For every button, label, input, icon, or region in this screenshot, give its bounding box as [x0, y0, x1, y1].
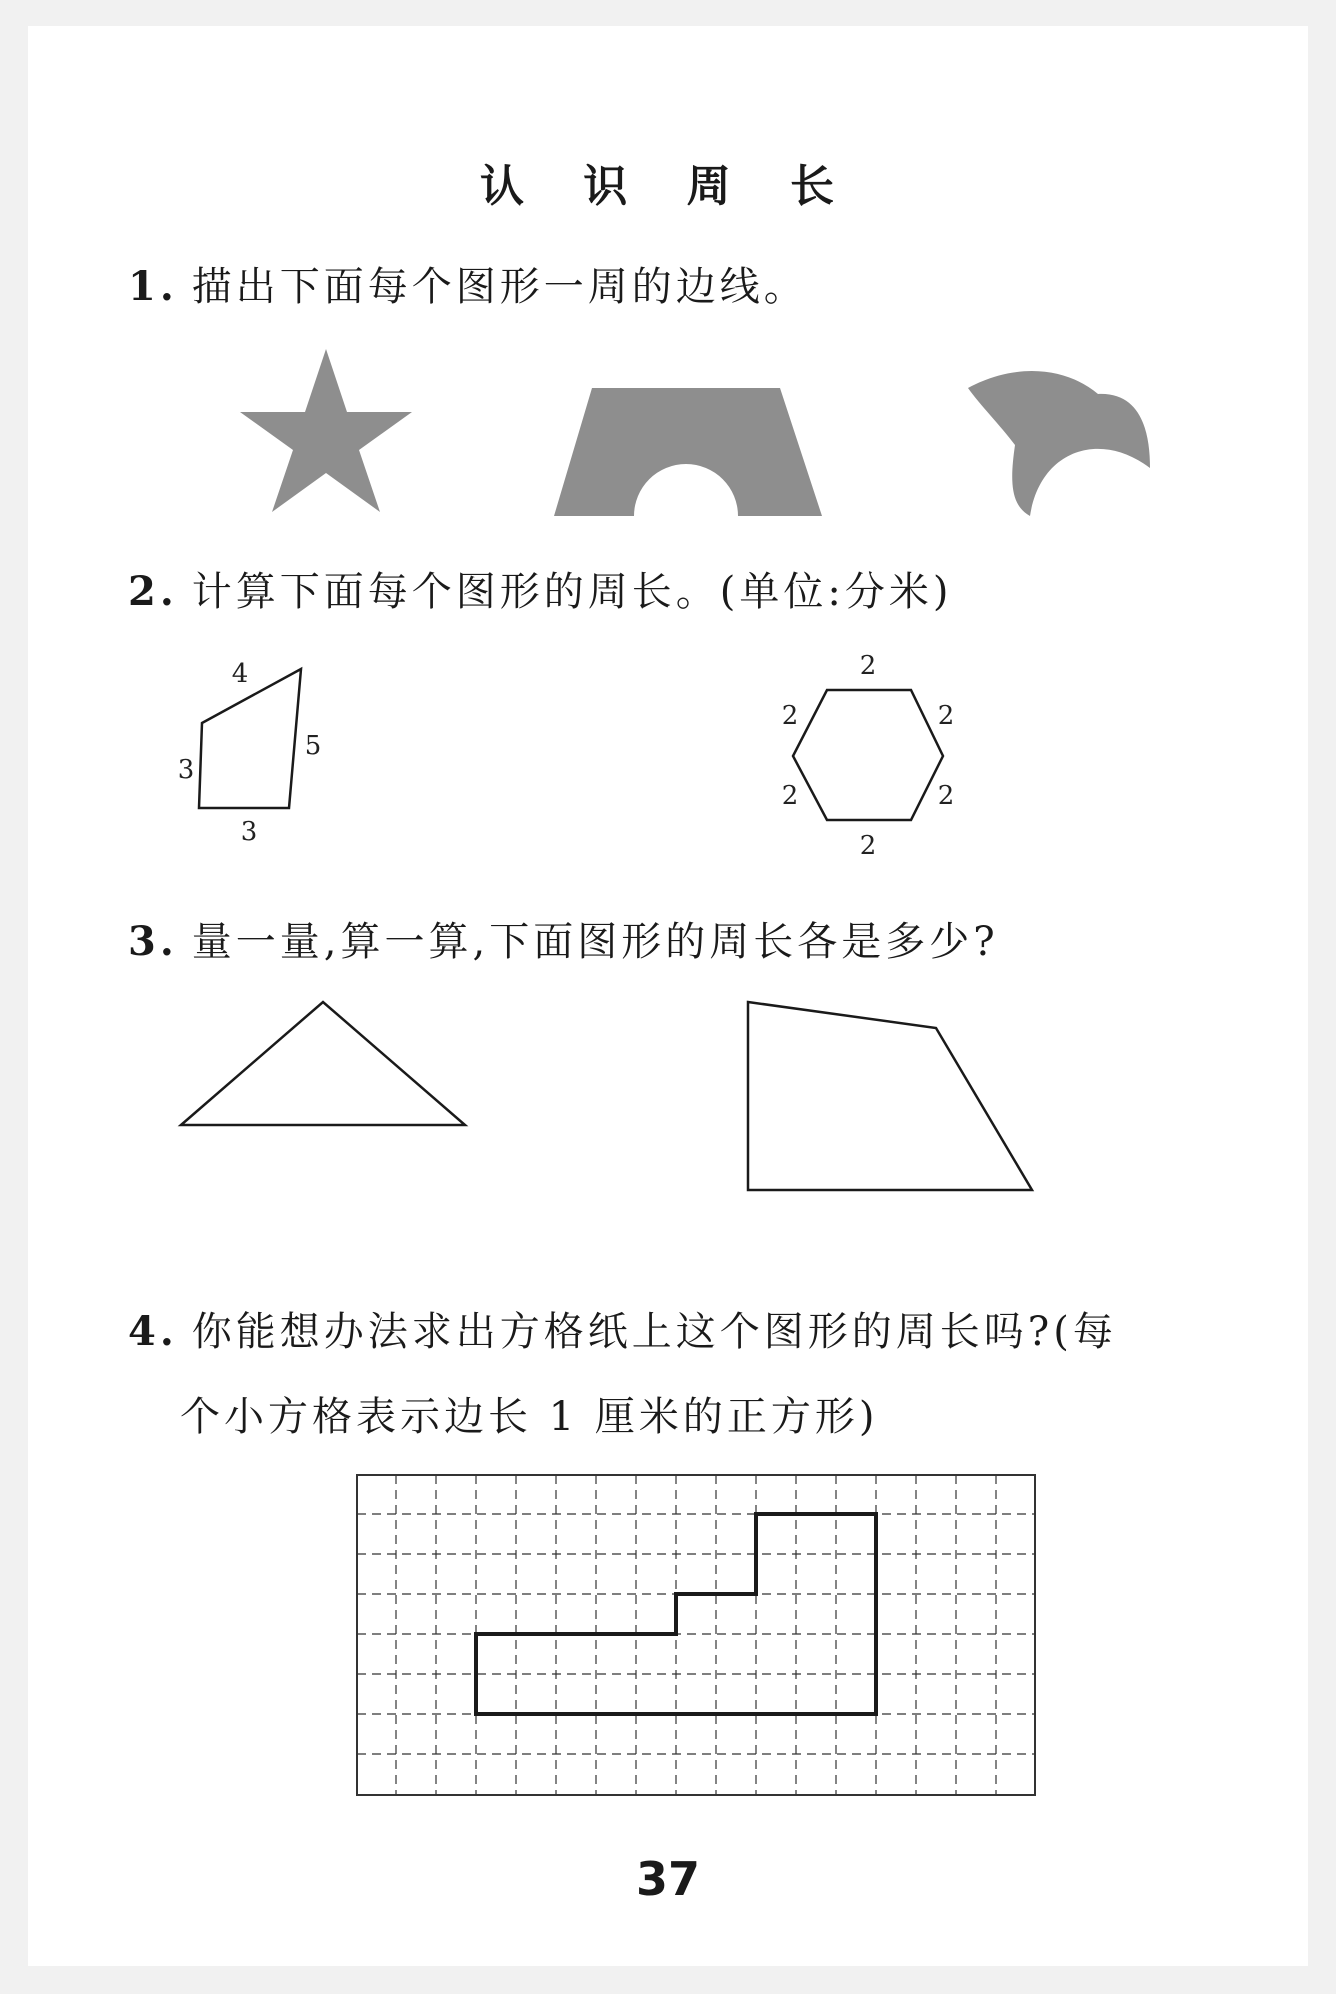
q3-figures: [0, 990, 1336, 1200]
question-1-number: 1.: [128, 263, 178, 310]
question-4-text: 你能想办法求出方格纸上这个图形的周长吗?(每: [191, 1309, 1117, 1355]
triangle-figure: [181, 1002, 465, 1125]
quad-label-left: 3: [177, 755, 195, 785]
arch-trapezoid-shape[interactable]: [554, 388, 822, 516]
question-1-text: 描出下面每个图形一周的边线。: [191, 264, 808, 310]
question-3-text: 量一量,算一算,下面图形的周长各是多少?: [191, 919, 999, 965]
question-4-text-continued: 个小方格表示边长 1 厘米的正方形): [180, 1394, 879, 1440]
curved-leaf-shape[interactable]: [968, 371, 1150, 516]
question-1: [128, 255, 808, 312]
page-number: 37: [635, 1852, 700, 1906]
hex-label-top: 2: [859, 651, 877, 681]
quad-label-top: 4: [231, 659, 249, 689]
q1-shapes: [0, 330, 1336, 530]
hexagon-figure: [793, 690, 943, 820]
quad-label-bottom: 3: [240, 817, 258, 847]
quad-label-right: 5: [304, 731, 322, 761]
star-shape[interactable]: [240, 349, 412, 512]
question-3-number: 3.: [128, 918, 178, 965]
question-2-text: 计算下面每个图形的周长。(单位:分米): [191, 569, 953, 615]
hex-label-bottom: 2: [859, 831, 877, 861]
hex-label-lower-right: 2: [937, 781, 955, 811]
question-4: [128, 1300, 1117, 1357]
question-4-number: 4.: [128, 1308, 178, 1355]
quadrilateral-figure: [199, 669, 301, 808]
hex-label-lower-left: 2: [781, 781, 799, 811]
grid-border: [357, 1475, 1035, 1795]
hex-label-upper-left: 2: [781, 701, 799, 731]
page-title: 认 识 周 长: [480, 161, 856, 212]
question-3: [128, 910, 999, 967]
question-2: [128, 560, 952, 617]
grid-paper: [356, 1474, 1038, 1804]
trapezoid-figure: [748, 1002, 1032, 1190]
question-2-number: 2.: [128, 568, 178, 615]
q2-figures: [0, 640, 1336, 870]
hex-label-upper-right: 2: [937, 701, 955, 731]
